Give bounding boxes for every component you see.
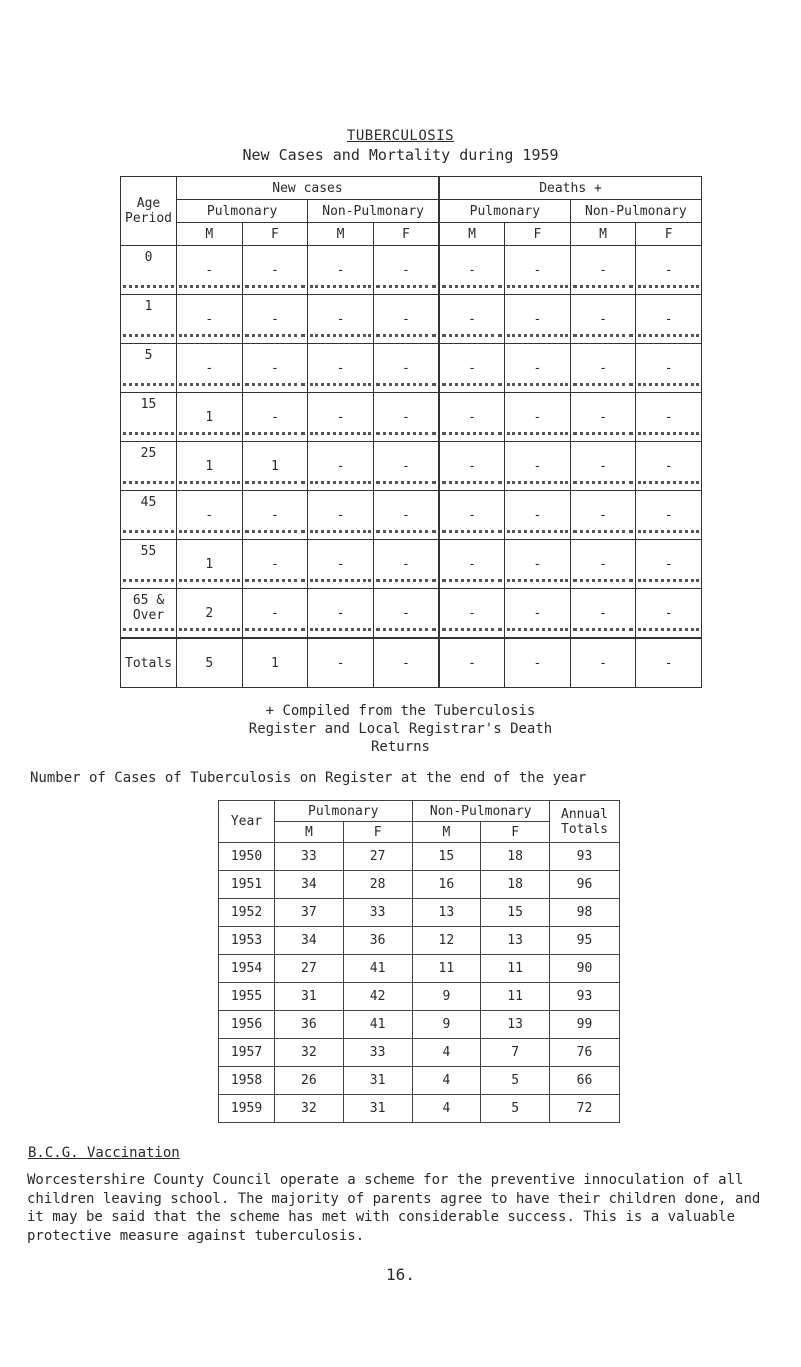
sex-header-f: F [505, 223, 571, 246]
total-cell: 5 [177, 638, 243, 688]
total-cell: - [373, 638, 439, 688]
age-cell: 65 & Over [121, 589, 177, 639]
value-cell: - [439, 491, 505, 540]
non-pulmonary-f-cell: 7 [481, 1039, 550, 1067]
non-pulmonary-m-cell: 9 [412, 983, 481, 1011]
total-cell: - [636, 638, 702, 688]
source-note: + Compiled from the Tuberculosis Register and Local Registrar's Death Returns [248, 703, 553, 755]
sex-header-m: M [439, 223, 505, 246]
year-row [219, 843, 620, 871]
new-cases-mortality-table [120, 176, 702, 688]
pulmonary-f-cell: 31 [343, 1067, 412, 1095]
value-cell: - [242, 491, 308, 540]
age-cell: 1 [121, 295, 177, 344]
non-pulmonary-m-cell: 16 [412, 871, 481, 899]
value-cell: - [308, 540, 374, 589]
age-period-header: Age Period [121, 177, 177, 246]
year-row [219, 1011, 620, 1039]
year-row [219, 1095, 620, 1123]
value-cell: - [570, 246, 636, 295]
total-cell: - [439, 638, 505, 688]
value-cell: - [570, 393, 636, 442]
non-pulmonary-m-cell: 11 [412, 955, 481, 983]
annual-total-cell: 98 [550, 899, 620, 927]
age-row [121, 393, 702, 442]
age-cell: 5 [121, 344, 177, 393]
non-pulmonary-f-cell: 15 [481, 899, 550, 927]
non-pulmonary-m-cell: 15 [412, 843, 481, 871]
annual-total-cell: 66 [550, 1067, 620, 1095]
value-cell: - [505, 393, 571, 442]
age-row [121, 491, 702, 540]
sex-header-f: F [343, 822, 412, 843]
year-cell: 1952 [219, 899, 275, 927]
value-cell: - [242, 540, 308, 589]
value-cell: - [505, 540, 571, 589]
year-cell: 1957 [219, 1039, 275, 1067]
value-cell: - [177, 344, 243, 393]
register-heading: Number of Cases of Tuberculosis on Register at the end of the year [30, 770, 587, 786]
sex-header-f: F [636, 223, 702, 246]
non-pulmonary-f-cell: 11 [481, 983, 550, 1011]
non-pulmonary-f-cell: 18 [481, 871, 550, 899]
deaths-non-pulmonary-header: Non-Pulmonary [570, 200, 701, 223]
pulmonary-f-cell: 36 [343, 927, 412, 955]
value-cell: - [308, 344, 374, 393]
annual-total-cell: 93 [550, 843, 620, 871]
sex-header-m: M [177, 223, 243, 246]
value-cell: - [177, 491, 243, 540]
value-cell: - [439, 393, 505, 442]
value-cell: - [308, 246, 374, 295]
non-pulmonary-m-cell: 12 [412, 927, 481, 955]
non-pulmonary-m-cell: 4 [412, 1095, 481, 1123]
pulmonary-m-cell: 33 [275, 843, 344, 871]
age-row [121, 589, 702, 639]
year-cell: 1956 [219, 1011, 275, 1039]
year-row [219, 955, 620, 983]
pulmonary-m-cell: 34 [275, 927, 344, 955]
total-cell: 1 [242, 638, 308, 688]
non-pulmonary-m-cell: 9 [412, 1011, 481, 1039]
age-cell: 15 [121, 393, 177, 442]
value-cell: - [505, 295, 571, 344]
age-row [121, 442, 702, 491]
non-pulmonary-m-cell: 13 [412, 899, 481, 927]
value-cell: - [505, 246, 571, 295]
pulmonary-m-cell: 31 [275, 983, 344, 1011]
year-cell: 1958 [219, 1067, 275, 1095]
sex-header-m: M [570, 223, 636, 246]
value-cell: - [439, 589, 505, 639]
value-cell: - [308, 295, 374, 344]
year-row [219, 927, 620, 955]
year-cell: 1953 [219, 927, 275, 955]
pulmonary-m-cell: 32 [275, 1039, 344, 1067]
sex-header-m: M [308, 223, 374, 246]
age-cell: 45 [121, 491, 177, 540]
total-cell: - [570, 638, 636, 688]
new-pulmonary-header: Pulmonary [177, 200, 308, 223]
age-cell: 55 [121, 540, 177, 589]
value-cell: - [439, 246, 505, 295]
year-cell: 1955 [219, 983, 275, 1011]
annual-total-cell: 76 [550, 1039, 620, 1067]
value-cell: - [636, 393, 702, 442]
pulmonary-m-cell: 27 [275, 955, 344, 983]
pulmonary-m-cell: 37 [275, 899, 344, 927]
year-cell: 1954 [219, 955, 275, 983]
value-cell: - [373, 295, 439, 344]
value-cell: - [373, 344, 439, 393]
value-cell: - [177, 295, 243, 344]
new-cases-header: New cases [177, 177, 440, 200]
annual-total-cell: 96 [550, 871, 620, 899]
value-cell: - [308, 589, 374, 639]
pulmonary-m-cell: 32 [275, 1095, 344, 1123]
age-row [121, 295, 702, 344]
year-row [219, 983, 620, 1011]
year-header: Year [219, 801, 275, 843]
value-cell: - [373, 491, 439, 540]
bcg-paragraph: Worcestershire County Council operate a scheme for the preventive innoculation of all children leaving school. The majority of parents agree to have their children done, and it may be said that the scheme has met with considerable success. This is a valuable protective measure against tuberculosis. [27, 1172, 761, 1244]
pulmonary-m-cell: 26 [275, 1067, 344, 1095]
value-cell: - [439, 540, 505, 589]
pulmonary-f-cell: 27 [343, 843, 412, 871]
value-cell: - [636, 540, 702, 589]
value-cell: - [308, 491, 374, 540]
non-pulmonary-f-cell: 13 [481, 1011, 550, 1039]
value-cell: - [636, 491, 702, 540]
value-cell: - [505, 491, 571, 540]
pulmonary-f-cell: 28 [343, 871, 412, 899]
deaths-pulmonary-header: Pulmonary [439, 200, 570, 223]
annual-total-cell: 90 [550, 955, 620, 983]
value-cell: 1 [242, 442, 308, 491]
value-cell: - [636, 589, 702, 639]
pulmonary-f-cell: 41 [343, 1011, 412, 1039]
value-cell: - [373, 393, 439, 442]
year-row [219, 1039, 620, 1067]
pulmonary-f-cell: 42 [343, 983, 412, 1011]
value-cell: 1 [177, 393, 243, 442]
age-cell: 0 [121, 246, 177, 295]
year-row [219, 899, 620, 927]
totals-label: Totals [121, 638, 177, 688]
value-cell: - [505, 344, 571, 393]
value-cell: - [636, 344, 702, 393]
non-pulmonary-m-cell: 4 [412, 1067, 481, 1095]
value-cell: - [308, 393, 374, 442]
page-title: TUBERCULOSIS [346, 128, 455, 144]
value-cell: - [570, 540, 636, 589]
pulmonary-m-cell: 36 [275, 1011, 344, 1039]
value-cell: - [570, 295, 636, 344]
value-cell: 2 [177, 589, 243, 639]
deaths-header: Deaths + [439, 177, 702, 200]
value-cell: 1 [177, 442, 243, 491]
value-cell: - [439, 295, 505, 344]
value-cell: - [636, 246, 702, 295]
non-pulmonary-f-cell: 11 [481, 955, 550, 983]
value-cell: - [636, 295, 702, 344]
page-subtitle: New Cases and Mortality during 1959 [242, 146, 559, 164]
value-cell: - [570, 589, 636, 639]
value-cell: - [373, 540, 439, 589]
non-pulmonary-f-cell: 5 [481, 1067, 550, 1095]
register-table [218, 800, 620, 1123]
non-pulmonary-f-cell: 13 [481, 927, 550, 955]
sex-header-f: F [373, 223, 439, 246]
age-cell: 25 [121, 442, 177, 491]
register-non-pulmonary-header: Non-Pulmonary [412, 801, 550, 822]
new-non-pulmonary-header: Non-Pulmonary [308, 200, 439, 223]
value-cell: - [439, 442, 505, 491]
annual-total-cell: 93 [550, 983, 620, 1011]
value-cell: - [242, 295, 308, 344]
value-cell: - [308, 442, 374, 491]
year-row [219, 1067, 620, 1095]
register-pulmonary-header: Pulmonary [275, 801, 413, 822]
age-row [121, 344, 702, 393]
sex-header-m: M [412, 822, 481, 843]
value-cell: - [505, 442, 571, 491]
pulmonary-m-cell: 34 [275, 871, 344, 899]
value-cell: 1 [177, 540, 243, 589]
sex-header-f: F [242, 223, 308, 246]
value-cell: - [242, 393, 308, 442]
sex-header-row [121, 223, 702, 246]
pulmonary-f-cell: 41 [343, 955, 412, 983]
value-cell: - [373, 442, 439, 491]
annual-total-cell: 99 [550, 1011, 620, 1039]
non-pulmonary-m-cell: 4 [412, 1039, 481, 1067]
value-cell: - [242, 344, 308, 393]
value-cell: - [177, 246, 243, 295]
value-cell: - [570, 442, 636, 491]
age-row [121, 246, 702, 295]
value-cell: - [570, 344, 636, 393]
page-number: 16. [386, 1265, 415, 1284]
sex-header-f: F [481, 822, 550, 843]
value-cell: - [242, 246, 308, 295]
year-cell: 1959 [219, 1095, 275, 1123]
value-cell: - [636, 442, 702, 491]
annual-total-cell: 95 [550, 927, 620, 955]
total-cell: - [505, 638, 571, 688]
pulmonary-f-cell: 33 [343, 899, 412, 927]
totals-row [121, 638, 702, 688]
value-cell: - [570, 491, 636, 540]
year-row [219, 871, 620, 899]
value-cell: - [505, 589, 571, 639]
pulmonary-f-cell: 33 [343, 1039, 412, 1067]
year-cell: 1950 [219, 843, 275, 871]
annual-total-cell: 72 [550, 1095, 620, 1123]
age-row [121, 540, 702, 589]
annual-totals-header: Annual Totals [550, 801, 620, 843]
value-cell: - [439, 344, 505, 393]
bcg-heading: B.C.G. Vaccination [28, 1145, 180, 1161]
total-cell: - [308, 638, 374, 688]
value-cell: - [242, 589, 308, 639]
year-cell: 1951 [219, 871, 275, 899]
sex-header-m: M [275, 822, 344, 843]
pulmonary-f-cell: 31 [343, 1095, 412, 1123]
value-cell: - [373, 589, 439, 639]
value-cell: - [373, 246, 439, 295]
non-pulmonary-f-cell: 18 [481, 843, 550, 871]
non-pulmonary-f-cell: 5 [481, 1095, 550, 1123]
